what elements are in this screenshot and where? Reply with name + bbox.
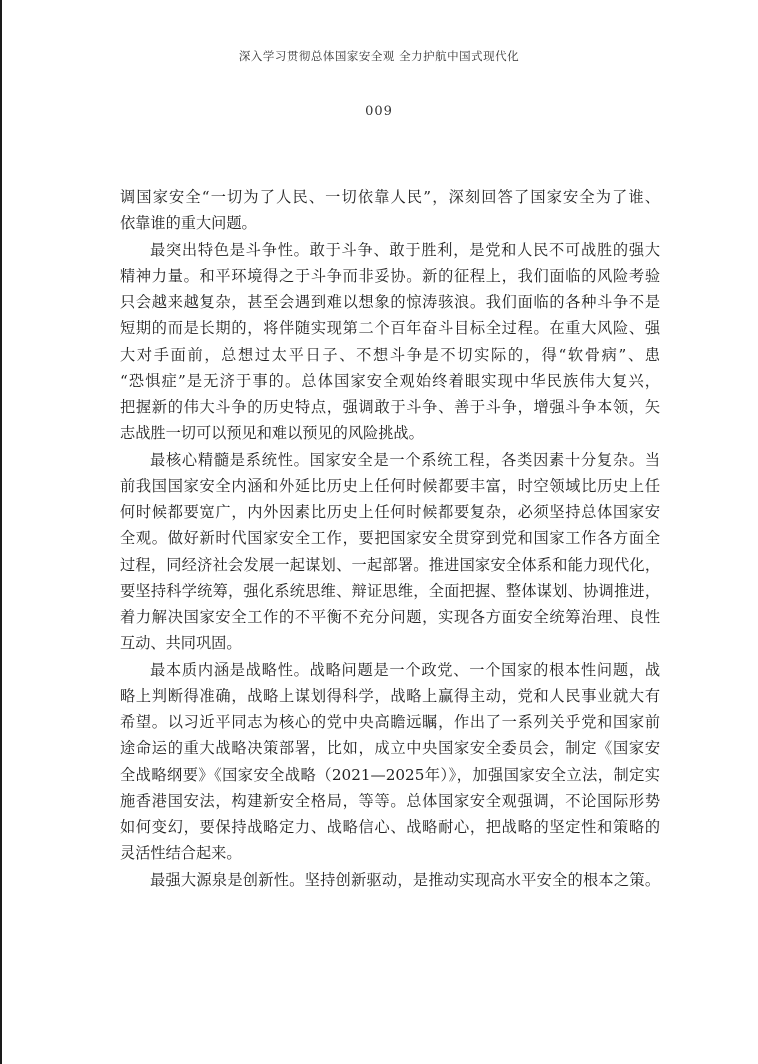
text-line: 全观。做好新时代国家安全工作，要把国家安全贯穿到党和国家工作各方面全 — [120, 529, 660, 548]
page-edge — [0, 0, 2, 1064]
text-line: 着力解决国家安全工作的不平衡不充分问题，实现各方面安全统筹治理、良性 — [120, 608, 660, 626]
text-line: 要坚持科学统筹，强化系统思维、辩证思维，全面把握、整体谋划、协调推进， — [120, 581, 660, 600]
paragraph-start-line: 最本质内涵是战略性。战略问题是一个政党、一个国家的根本性问题，战 — [150, 660, 660, 679]
text-line: 过程，同经济社会发展一起谋划、一起部署。推进国家安全体系和能力现代化， — [120, 555, 660, 574]
text-line: 全战略纲要》《国家安全战略（2021—2025年）》，加强国家安全立法，制定实 — [120, 765, 660, 784]
text-line: 调国家安全“一切为了人民、一切依靠人民”，深刻回答了国家安全为了谁、 — [120, 188, 660, 206]
text-line: 把握新的伟大斗争的历史特点，强调敢于斗争、善于斗争，增强斗争本领，矢 — [120, 398, 660, 416]
text-line: 灵活性结合起来。 — [120, 844, 242, 863]
text-line: 互动、共同巩固。 — [120, 634, 242, 653]
text-line: 依靠谁的重大问题。 — [120, 214, 257, 233]
text-line: 大对手面前，总想过太平日子、不想斗争是不切实际的，得“软骨病”、患 — [120, 345, 660, 364]
text-line: 前我国国家安全内涵和外延比历史上任何时候都要丰富，时空领域比历史上任 — [120, 476, 660, 495]
text-line: 精神力量。和平环境得之于斗争而非妥协。新的征程上，我们面临的风险考验 — [120, 266, 660, 285]
text-line: 志战胜一切可以预见和难以预见的风险挑战。 — [120, 424, 424, 443]
text-line: 只会越来越复杂，甚至会遇到难以想象的惊涛骇浪。我们面临的各种斗争不是 — [120, 293, 660, 311]
paragraph-start-line: 最突出特色是斗争性。敢于斗争、敢于胜利，是党和人民不可战胜的强大 — [150, 240, 660, 259]
page-number: 009 — [365, 104, 393, 119]
running-header: 深入学习贯彻总体国家安全观 全力护航中国式现代化 — [238, 49, 520, 63]
text-line: “恐惧症”是无济于事的。总体国家安全观始终着眼实现中华民族伟大复兴， — [120, 371, 660, 390]
text-line: 希望。以习近平同志为核心的党中央高瞻远瞩，作出了一系列关乎党和国家前 — [120, 713, 660, 731]
text-line: 施香港国安法，构建新安全格局，等等。总体国家安全观强调，不论国际形势 — [120, 791, 660, 810]
text-line: 短期的而是长期的，将伴随实现第二个百年奋斗目标全过程。在重大风险、强 — [120, 319, 660, 338]
text-line: 如何变幻，要保持战略定力、战略信心、战略耐心，把战略的坚定性和策略的 — [120, 818, 660, 836]
text-line: 略上判断得准确，战略上谋划得科学，战略上赢得主动，党和人民事业就大有 — [120, 686, 660, 705]
body-text — [120, 184, 660, 893]
text-line: 途命运的重大战略决策部署，比如，成立中央国家安全委员会，制定《国家安 — [120, 739, 660, 758]
paragraph-start-line: 最强大源泉是创新性。坚持创新驱动，是推动实现高水平安全的根本之策。 — [150, 870, 660, 889]
text-line: 何时候都要宽广，内外因素比历史上任何时候都要复杂，必须坚持总体国家安 — [120, 503, 660, 521]
paragraph-start-line: 最核心精髓是系统性。国家安全是一个系统工程，各类因素十分复杂。当 — [150, 450, 660, 469]
